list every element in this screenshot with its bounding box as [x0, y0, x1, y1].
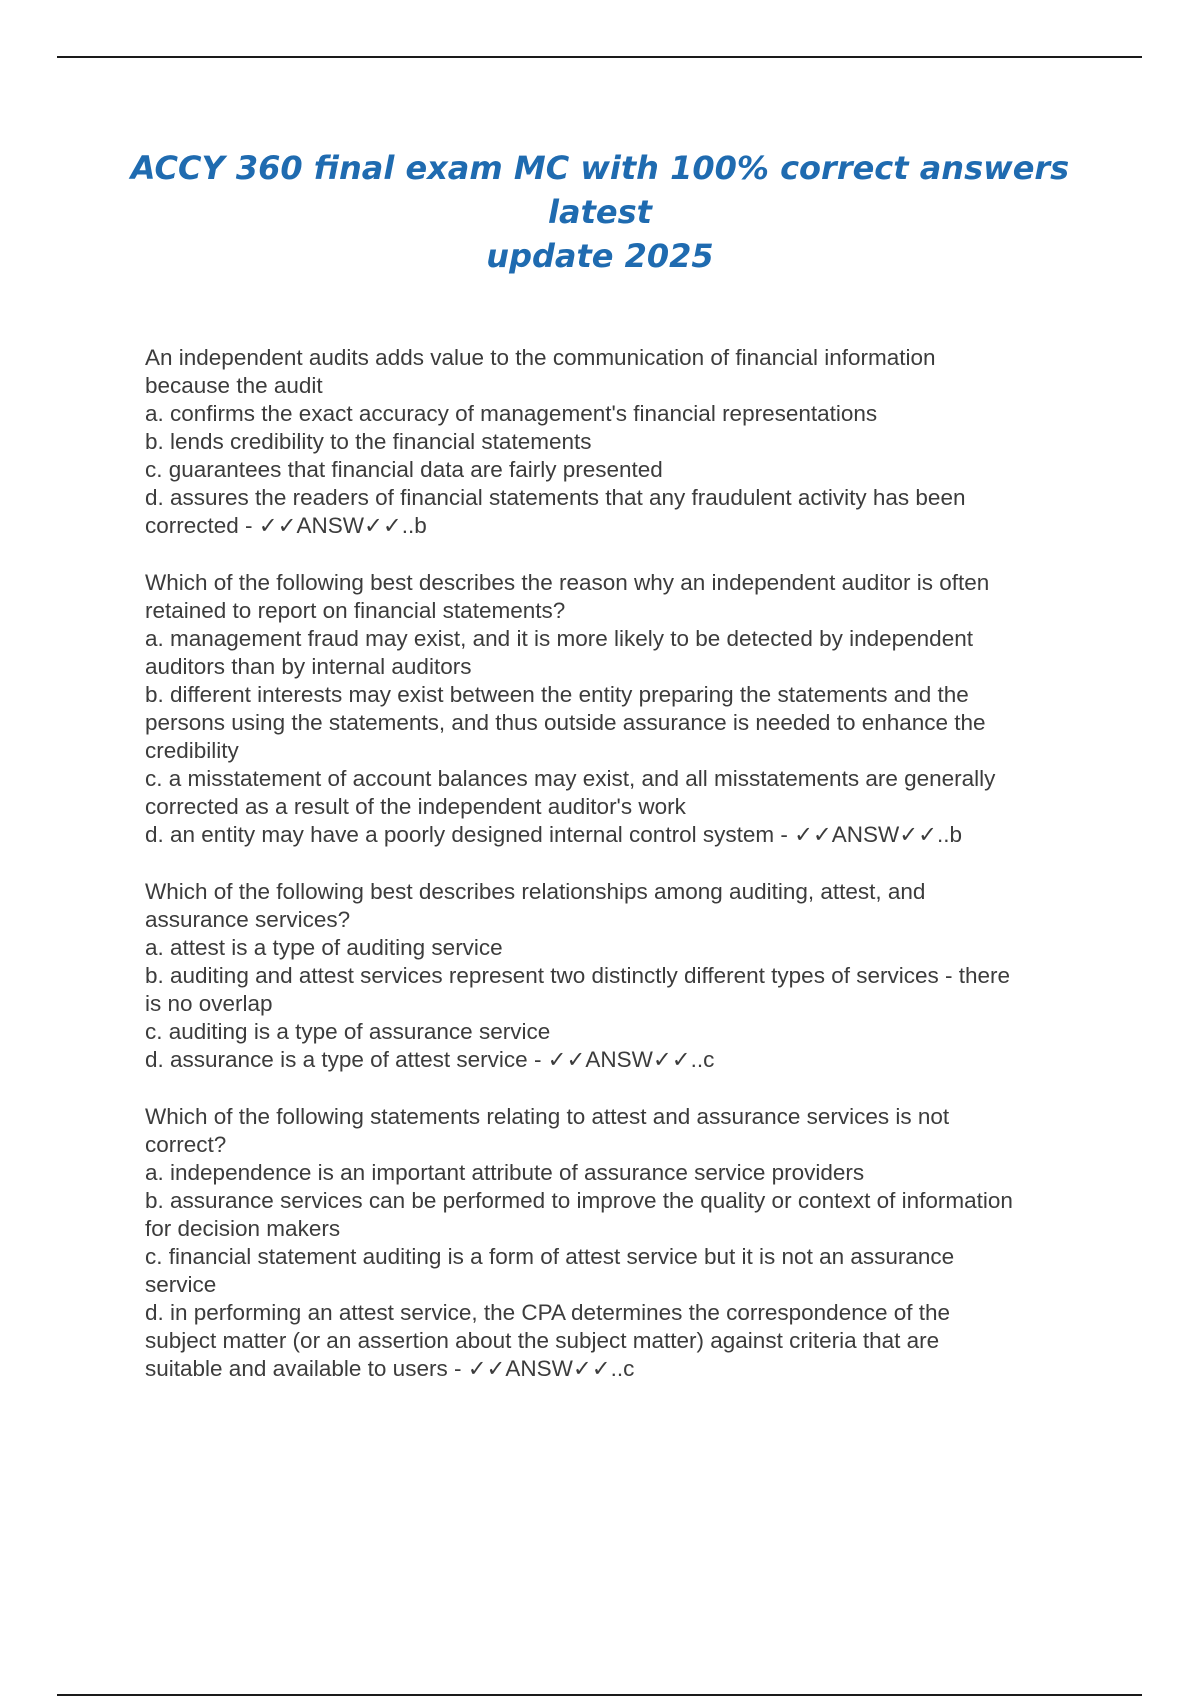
question-text-line: a. management fraud may exist, and it is more likely to be detected by independent	[145, 626, 973, 651]
question-text-line: b. assurance services can be performed to improve the quality or context of information	[145, 1188, 1013, 1213]
question-text-line: Which of the following best describes relationships among auditing, attest, and	[145, 879, 926, 904]
question-text-line: persons using the statements, and thus outside assurance is needed to enhance the	[145, 710, 986, 735]
question-text-line: a. attest is a type of auditing service	[145, 935, 503, 960]
question-text-line: b. different interests may exist between the entity preparing the statements and the	[145, 682, 969, 707]
question-text-line: d. assures the readers of financial statements that any fraudulent activity has been	[145, 485, 966, 510]
top-rule	[57, 56, 1142, 58]
title-line-1: ACCY 360 final exam MC with 100% correct answers latest	[130, 149, 1070, 231]
title-line-2: update 2025	[486, 237, 714, 275]
question-block	[145, 569, 1090, 849]
question-text-line: credibility	[145, 738, 239, 763]
question-text-line: service	[145, 1272, 217, 1297]
questions-list	[145, 344, 1090, 1412]
bottom-rule	[57, 1694, 1142, 1696]
question-block	[145, 1103, 1090, 1383]
question-text-line: corrected - ✓✓ANSW✓✓..b	[145, 513, 427, 538]
question-text-line: is no overlap	[145, 991, 273, 1016]
question-text-line: because the audit	[145, 373, 323, 398]
question-text-line: retained to report on financial statements?	[145, 598, 566, 623]
question-text-line: assurance services?	[145, 907, 351, 932]
question-text-line: d. an entity may have a poorly designed internal control system - ✓✓ANSW✓✓..b	[145, 822, 963, 847]
question-text-line: An independent audits adds value to the communication of financial information	[145, 345, 936, 370]
question-text-line: b. lends credibility to the financial statements	[145, 429, 592, 454]
question-text-line: c. a misstatement of account balances may exist, and all misstatements are generally	[145, 766, 996, 791]
document-title	[100, 146, 1100, 278]
question-text-line: b. auditing and attest services represent two distinctly different types of services - there	[145, 963, 1011, 988]
question-text-line: a. independence is an important attribute of assurance service providers	[145, 1160, 865, 1185]
question-text-line: c. auditing is a type of assurance service	[145, 1019, 551, 1044]
question-text-line: subject matter (or an assertion about the subject matter) against criteria that are	[145, 1328, 940, 1353]
question-text-line: c. financial statement auditing is a form of attest service but it is not an assurance	[145, 1244, 955, 1269]
question-text-line: for decision makers	[145, 1216, 341, 1241]
question-text-line: c. guarantees that financial data are fairly presented	[145, 457, 663, 482]
question-text-line: d. assurance is a type of attest service - ✓✓ANSW✓✓..c	[145, 1047, 715, 1072]
question-text-line: corrected as a result of the independent auditor's work	[145, 794, 686, 819]
question-text-line: a. confirms the exact accuracy of management's financial representations	[145, 401, 878, 426]
question-text-line: correct?	[145, 1132, 227, 1157]
question-text-line: Which of the following best describes the reason why an independent auditor is often	[145, 570, 990, 595]
question-block	[145, 344, 1090, 540]
question-text-line: suitable and available to users - ✓✓ANSW✓✓..c	[145, 1356, 635, 1381]
question-text-line: d. in performing an attest service, the CPA determines the correspondence of the	[145, 1300, 951, 1325]
question-text-line: auditors than by internal auditors	[145, 654, 472, 679]
question-block	[145, 878, 1090, 1074]
question-text-line: Which of the following statements relating to attest and assurance services is not	[145, 1104, 950, 1129]
